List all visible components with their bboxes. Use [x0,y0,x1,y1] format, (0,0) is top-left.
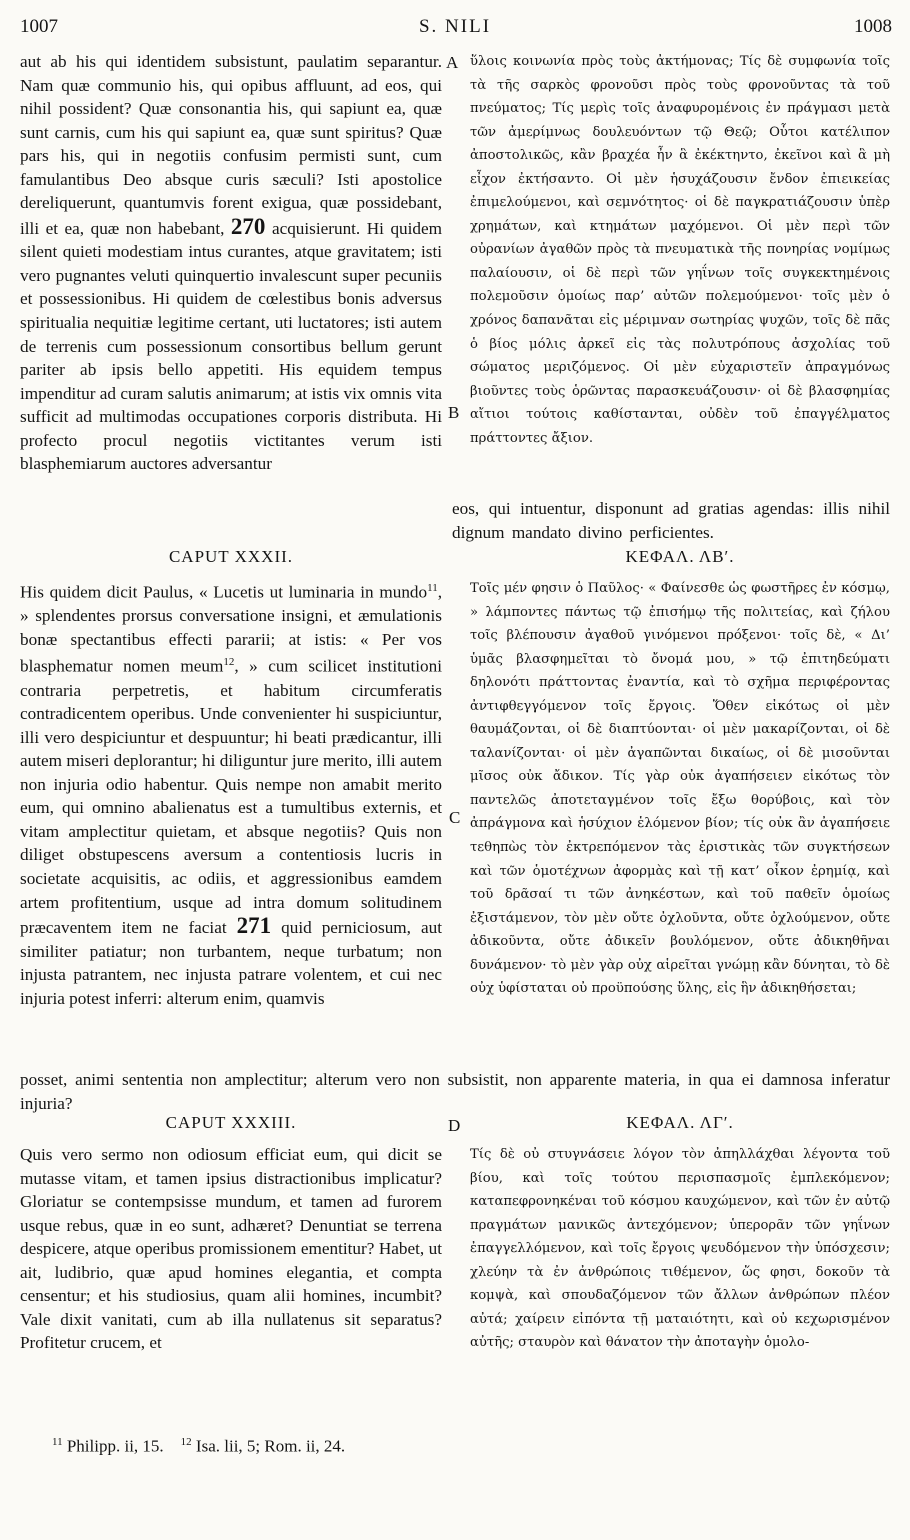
greek-chapter-heading-32: ΚΕΦΑΛ. ΛΒʹ. [625,547,735,566]
margin-letter-b: B [448,403,460,422]
in-page-number: 271 [236,913,272,939]
latin-text-a: His quidem dicit Paulus, « Lucetis ut luminaria in mundo [20,582,428,602]
footnote-number-12: 12 [180,1436,192,1448]
footnotes [52,1436,345,1457]
margin-letter-d: D [448,1116,461,1135]
full-width-tail-section-1: eos, qui intuentur, disponunt ad gratias agendas: illis nihil dignum mandato divino perficientes. [452,499,890,542]
margin-letter-a: A [446,53,459,72]
right-page-number: 1008 [854,16,892,37]
footnote-text-11: Philipp. ii, 15. [66,1436,164,1456]
latin-chapter-heading-33: CAPUT XXXIII. [165,1113,297,1132]
in-page-number: 270 [230,213,266,239]
latin-column-chapter-33: Quis vero sermo non odiosum efficiat eum, qui dicit se mutasse vitam, et tamen ipsius distractionibus implicatur? Gloriatur se contempsisse mundum, et tamen ad furorem usque rebus, quæ in eo sunt, adhæret? Denuntiat se terrena despicere, atque operibus promissionem ementitur? Habet, ut ait, ludibrio, quæ apud homines elegantia, et compta censentur; et his studiosius, quam alii homines, incumbit? Vale dixit vanitati, cum ab illa nullatenus sit separatus? Profitetur crucem, et [20,1145,442,1353]
latin-chapter-heading-32: CAPUT XXXII. [168,547,294,566]
running-title: S. NILI [418,16,492,37]
footnote-text-12: Isa. lii, 5; Rom. ii, 24. [195,1436,346,1456]
greek-column-chapter-32: Τοῖς μέν φησιν ὁ Παῦλος· « Φαίνεσθε ὡς φωστῆρες ἐν κόσμῳ, » λάμποντες πάντως τῷ ἐπισήμῳ τῆς πολιτείας, καὶ ζήλου τοῖς βλέπουσιν ἀγαθοῦ γινόμενοι πρόξενοι· τοῖς δὲ, « Δι’ ὑμᾶς βλασφημεῖται τὸ ὄνομά μου, » τῷ ἐπιτηδεύματι δηλονότι πράττοντας ἐναντία, καὶ τὸ σχῆμα περιφέροντας ἀντιφθεγγόμενον τοῖς ἔργοις. Ὅθεν εἰκότως οἱ μὲν θαυμάζονται, οἱ δὲ διαπτύονται· οἱ μὲν μακαρίζονται, οἱ δὲ ταλανίζονται· οἱ μὲν ἀγαπῶνται δικαίως, οἱ δὲ μισοῦνται μῖσος οὐκ ἄδικον. Τίς γὰρ οὐκ ἀγαπήσειεν εἰκότως τὸν παντελῶς ἀποτεταγμένον τοῖς ἔξω θορύβοις, καὶ τὸν ἀπράγμονα καὶ ἡσύχιον ἑλόμενον βίον; τίς οὐκ ἂν ἀγαπήσειε τεθηπὼς τὸν ἐκτρεπόμενον τὰς ἐριστικὰς τῶν συγκτήσεων καὶ τῶν ὁμοτέχνων ἀφορμὰς καὶ τῇ κατ’ οἶκον ἐρημίᾳ, καὶ τοῦ δρᾶσαί τι τῶν ἀνηκέστων, καὶ τοῦ παθεῖν ὁμοίως ἐξιστάμενον, τὸν μὲν οὔτε ὀχλοῦντα, οὔτε ὀχλούμενον, οὔτε ἀδικοῦντα, οὔτε ἀδικεῖν βουλόμενον, οὔτε ἀδικηθῆναι δυνάμενον· τὸ μὲν γὰρ οὐχ αἱρεῖται γνώμῃ κἂν δύνηται, τὸ δὲ οὐχ ὑφίσταται οὐ προϋπούσης ὕλης, εἰς ἣν ἀδικηθήσεται; [470,581,890,997]
footnote-number-11: 11 [52,1436,63,1448]
latin-column-section-1 [20,50,442,522]
latin-text-c: , » cum scilicet institutioni contraria perpetretis, et habitum circumferatis contradicentem operibus. Unde convenienter hi suspiciuntur, illi vero despiciuntur et despuuntur; hi beati prædicantur, illi autem miseri deplorantur; hi diliguntur jure merito, illi autem non injuria odio habentur. Quis nempe non amabit merito eum, qui omnino abalienatus est a tumultibus externis, et vitam amplectitur quietam, et absque negotiis? Quis non diliget obstupescens aversum a contentiosis lucris in societate acquisitis, ac odiis, et aggressionibus eamdem artem profitentium, usque ad intra domum solitudinem præcaventem item ne faciat [20,657,442,938]
margin-letter-c: C [449,808,461,827]
full-width-tail-chapter-32: posset, animi sententia non amplectitur; alterum vero non subsistit, non apparente materia, in qua ei damnosa inferatur injuria? [20,1070,890,1113]
footnote-ref-11: 11 [427,582,438,594]
latin-text-d: quid perniciosum, aut similiter patiatur; non turbantem, neque turbatum; non injusta patrantem, nec injusta patrare volentem, et cui nec injuria potest inferri: alterum enim, quamvis [20,918,442,1008]
greek-column-section-1: ὕλοις κοινωνία πρὸς τοὺς ἀκτήμονας; Τίς δὲ συμφωνία τοῖς τὰ τῆς σαρκὸς φρονοῦσι πρὸς τοὺς φρονοῦντας τὰ τοῦ πνεύματος; Τίς μερὶς τοῖς ἀναφυρομένοις ἐν πράγμασι μετὰ τῶν ἀμερίμνως δουλευόντων τῷ Θεῷ; Οὗτοι κατέλιπον ἀποστολικῶς, κἂν βραχέα ἦν ἃ ἐκέκτηντο, ἐκεῖνοι καὶ ἃ μὴ εἶχον ἐκτήσαντο. Οἱ μὲν ἡσυχάζουσιν ἔνδον ἐπιεικείας ἐπιμελούμενοι, καὶ σεμνότητος· οἱ δὲ παγκρατιάζουσιν ὑπὲρ χρημάτων, καὶ κτημάτων μαχόμενοι. Οἱ μὲν περὶ τῶν οὐρανίων ἀγαθῶν πρὸς τὰ πνευματικὰ τῆς πονηρίας νομίμως παλαίουσιν, οἱ δὲ περὶ τῶν γηΐνων τοῖς συγκεκτημένοις πολεμοῦσιν ὁμοίως παρ’ αὐτῶν πολεμούμενοι· τοῖς μὲν ὁ χρόνος δαπανᾶται εἰς μέριμναν σωτηρίας ψυχῶν, τοῖς δὲ πᾶς ὁ βίος μόλις ἀρκεῖ εἰς τὰς πολυτρόπους ἀσχολίας τοῦ σώματος μεριζόμενος. Οἱ μὲν εὐχαριστεῖν ἀπραγμόνως βιοῦντες τοὺς ὁρῶντας παρασκευάζουσιν· οἱ δὲ βλασφημίας αἴτιοι τούτοις καθίστανται, οὐδὲν τοῦ ἐπαγγέλματος πράττοντες ἄξιον. [470,54,890,446]
left-page-number: 1007 [20,16,58,37]
latin-text-continued: acquisierunt. Hi quidem silent quieti modestiam intus curantes, atque gravitatem; isti vero pugnantes veluti quinquertio invalescunt super pecuniis et possessionibus. Hi quidem de cœlestibus bonis adversus spiritualia nequitiæ legitime certant, uti luctatores; isti autem de terrenis cum possessionum consortibus bellum gerunt pariter ab ipsis bello appetiti. His equidem tempus impenditur ad curam salutis animarum; at istis vix omnis vita sufficit ad multimodas occupationes corporis distributa. Hi profecto procul negotiis victitantes verum isti blasphemiarum auctores adversantur [20,218,442,474]
footnote-ref-12: 12 [223,656,235,669]
latin-text-b: , » splendentes prorsus conversatione insigni, et æmulationis bonæ spectantibus effecti pararii; at istis: « Per vos blasphematur nomen meum [20,582,442,677]
latin-column-chapter-32 [20,577,442,1049]
latin-text: aut ab his qui identidem subsistunt, paulatim separantur. Nam quæ communio his, qui opibus affluunt, ad eos, qui nihil possident? Quæ consonantia his, qui sapiunt ea, quæ sunt carnis, cum his qui sapiunt ea, quæ sunt spiritus? Quæ pars his, qui in negotiis confusim permisti sunt, cum famulantibus Deo absque curis sæculi? Isti apostolice dereliquerunt, quantumvis forent exigua, quæ possidebant, illi et ea, quæ non habebant, [20,52,442,238]
greek-chapter-heading-33: ΚΕΦΑΛ. ΛΓʹ. [626,1113,734,1132]
greek-column-chapter-33: Τίς δὲ οὐ στυγνάσειε λόγον τὸν ἀπηλλάχθαι λέγοντα τοῦ βίου, καὶ τοῖς τούτου περισπασμοῖς ἐμπλεκόμενον; καταπεφρονηκέναι τοῦ κόσμου καυχώμενον, καὶ τῶν ἐν αὐτῷ πραγμάτων μανικῶς ἀντεχόμενον; ὑπερορᾶν τῶν γηΐνων ἐπαγγελλόμενον, καὶ τοῖς ἔργοις ψευδόμενον τὴν ὑπόσχεσιν; χλεύην τὰ ἐν ἀνθρώποις τιθέμενον, ὥς φησι, δοκοῦν τὰ κομψὰ, καὶ σπουδαζόμενον τῶν ἄλλων ἀνθρώπων πλέον αὐτά; χαίρειν εἰπόντα τῇ ματαιότητι, καὶ οὐ κεχωρισμένον αὐτῆς; σταυρὸν καὶ θάνατον τὴν ἀποταγὴν ὁμολο- [470,1147,890,1351]
